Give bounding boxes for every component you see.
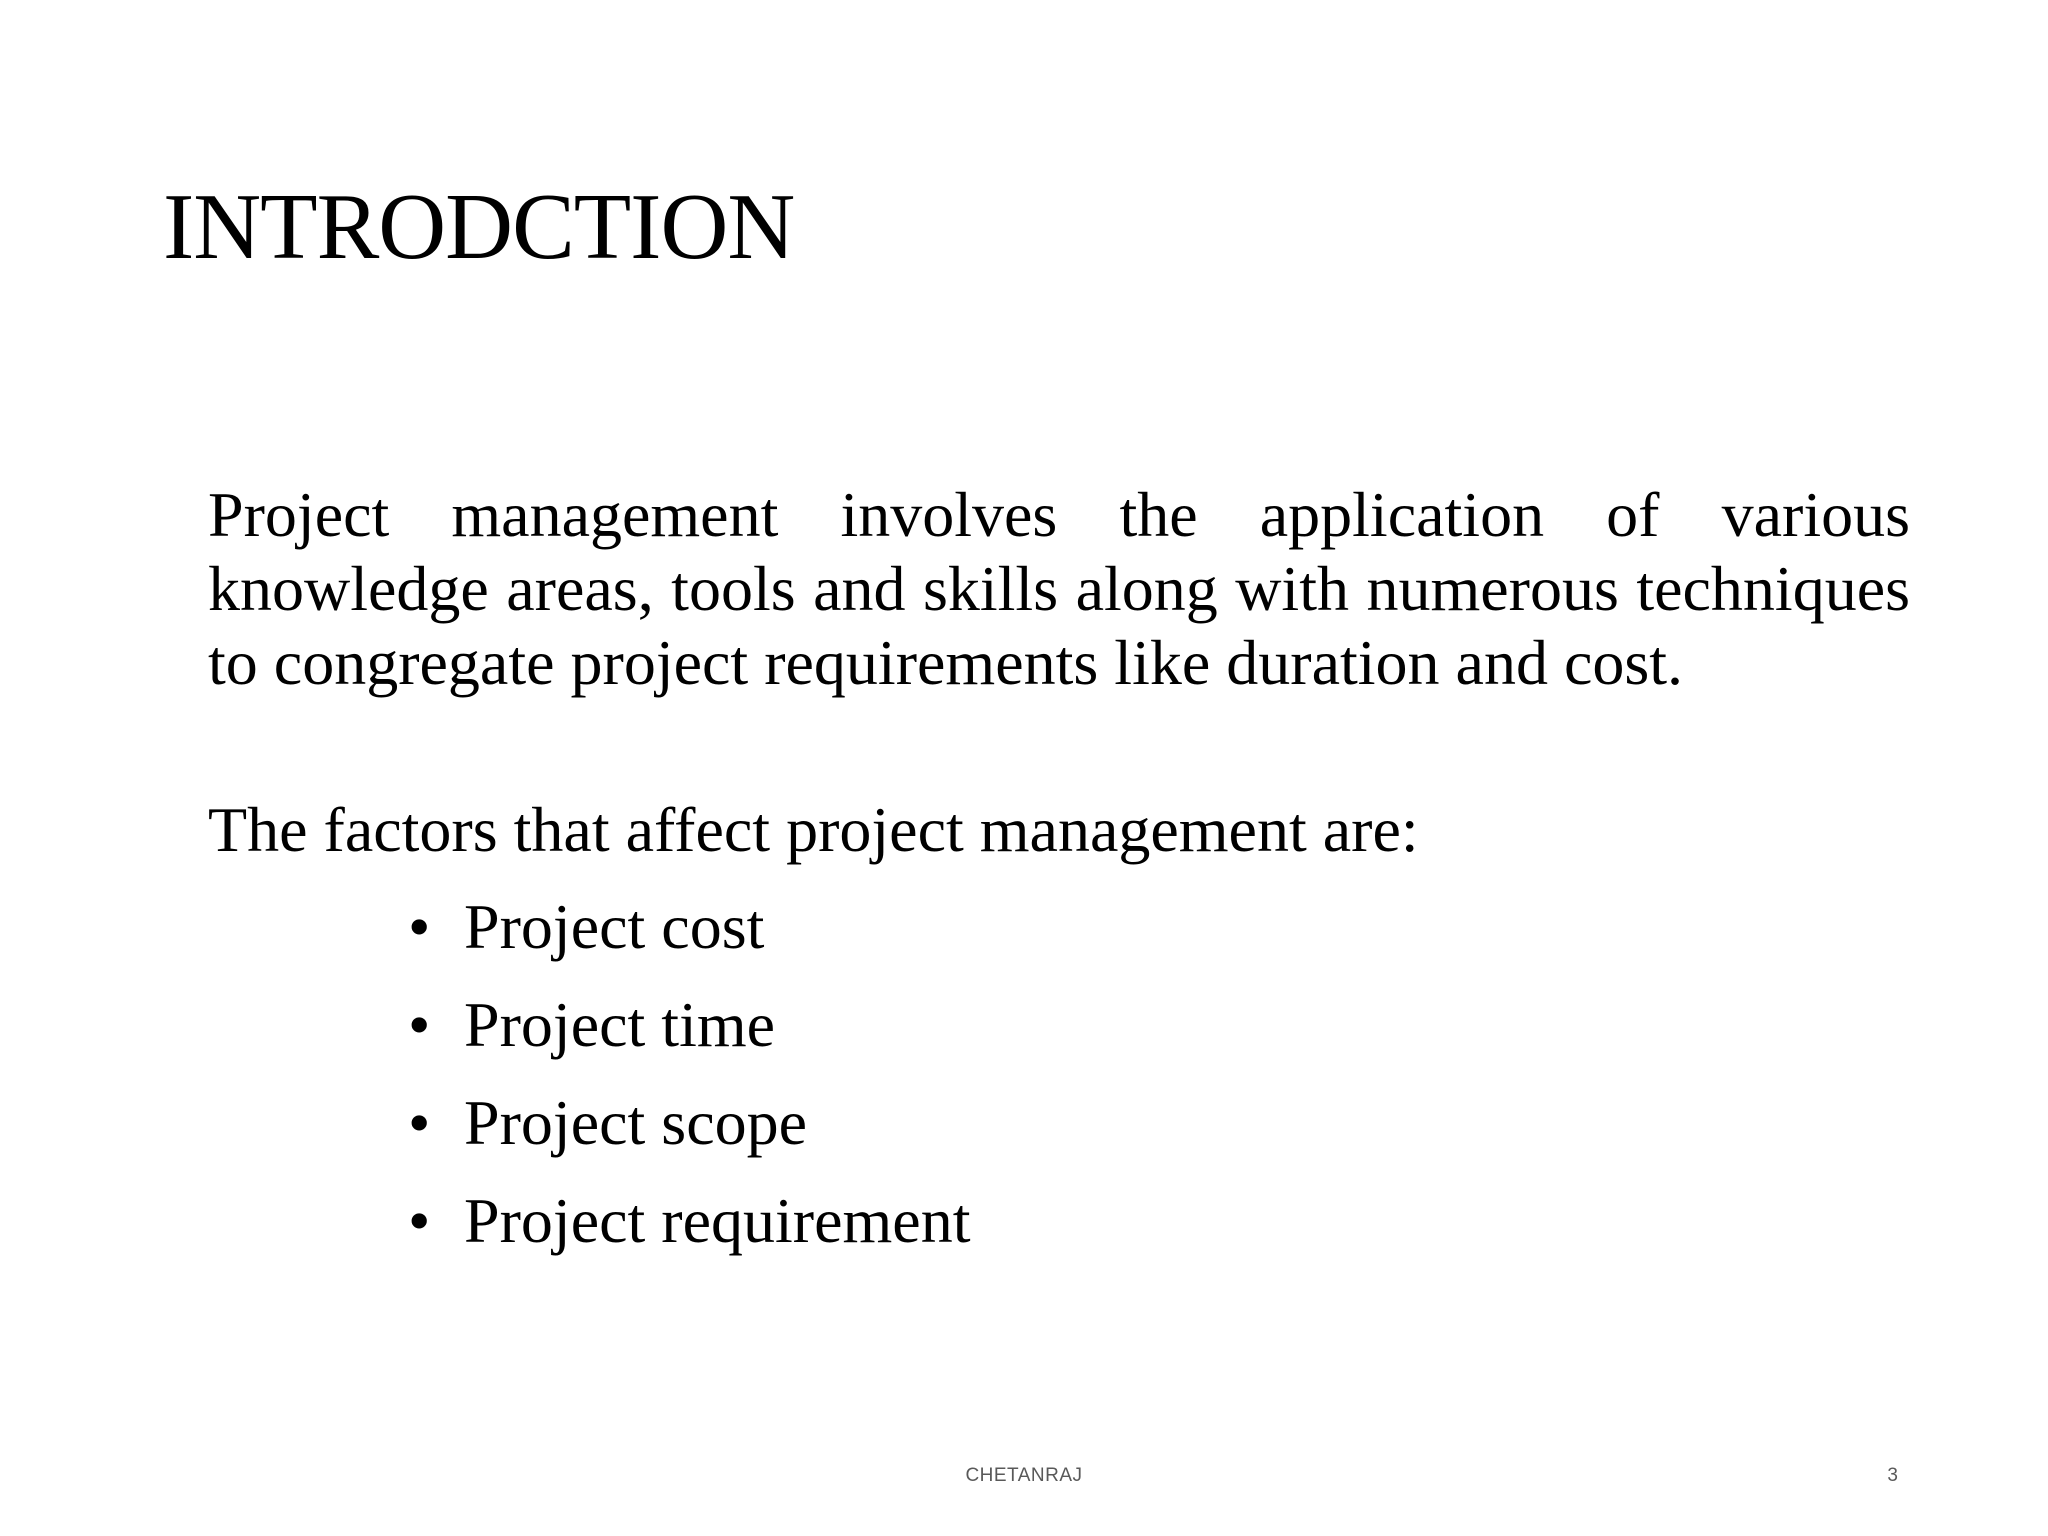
- footer-author: CHETANRAJ: [965, 1465, 1083, 1486]
- bullet-icon: •: [408, 989, 431, 1060]
- factor-item-requirement: [408, 1184, 970, 1258]
- slide-title: INTRODCTION: [163, 175, 795, 279]
- bullet-icon: •: [408, 1087, 431, 1158]
- factor-label: Project requirement: [464, 1185, 971, 1256]
- intro-paragraph: Project management involves the application of various knowledge areas, tools and skills along with numerous techniques to congregate project requirements like duration and cost.: [208, 479, 1910, 698]
- factors-list: [408, 890, 970, 1282]
- bullet-icon: •: [408, 891, 431, 962]
- factor-item-scope: [408, 1086, 970, 1160]
- factor-label: Project time: [464, 989, 776, 1060]
- factor-label: Project cost: [464, 891, 765, 962]
- footer-page-number: 3: [1887, 1465, 1898, 1486]
- factor-label: Project scope: [464, 1087, 807, 1158]
- factor-item-cost: [408, 890, 970, 964]
- factor-item-time: [408, 988, 970, 1062]
- factors-intro-text: The factors that affect project management are:: [208, 794, 1419, 865]
- bullet-icon: •: [408, 1185, 431, 1256]
